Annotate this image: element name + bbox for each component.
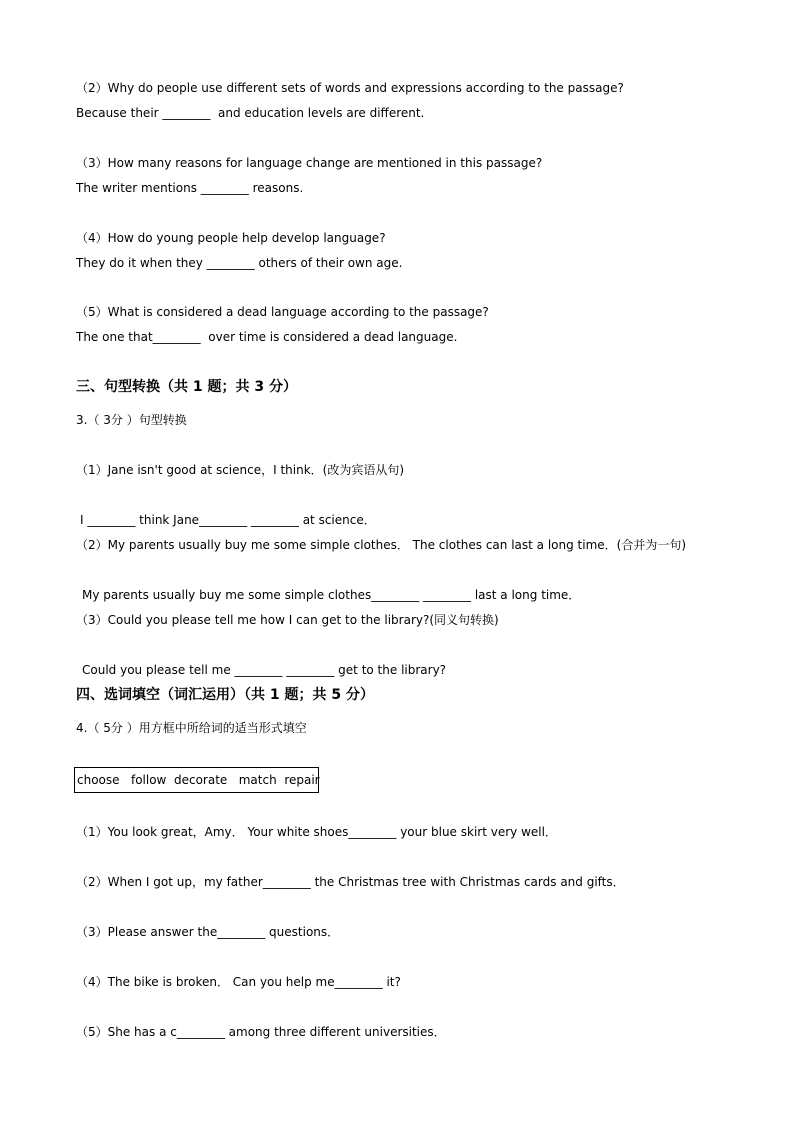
section4-heading: 四、选词填空（词汇运用）（共 1 题；共 5 分） <box>76 687 374 703</box>
s4-item-2: （2）When I got up，my father________ the Christmas tree with Christmas cards and gifts． <box>76 875 625 889</box>
answer-5: The one that________ over time is considered a dead language. <box>76 330 458 344</box>
question-5: （5）What is considered a dead language according to the passage? <box>76 305 489 319</box>
answer-4: They do it when they ________ others of their own age. <box>76 256 403 270</box>
s3-prompt-3: （3）Could you please tell me how I can get to the library?(同义句转换) <box>76 613 499 627</box>
s3-answer-2: My parents usually buy me some simple clothes________ ________ last a long time． <box>82 588 581 602</box>
answer-2: Because their ________ and education levels are different. <box>76 106 425 120</box>
s3-answer-3: Could you please tell me ________ ________ get to the library? <box>82 663 447 677</box>
s4-item-5: （5）She has a c________ among three different universities． <box>76 1025 446 1039</box>
question-3: （3）How many reasons for language change are mentioned in this passage? <box>76 156 543 170</box>
section3-task: 3.（ 3分 ）句型转换 <box>76 413 187 427</box>
question-4: （4）How do young people help develop language? <box>76 231 386 245</box>
s4-item-1: （1）You look great，Amy． Your white shoes________ your blue skirt very well． <box>76 825 557 839</box>
section4-task: 4.（ 5分 ）用方框中所给词的适当形式填空 <box>76 721 307 735</box>
s4-item-4: （4）The bike is broken． Can you help me________ it? <box>76 975 401 989</box>
s3-answer-1: I ________ think Jane________ ________ at science． <box>80 513 376 527</box>
s4-item-3: （3）Please answer the________ questions． <box>76 925 340 939</box>
section3-heading: 三、句型转换（共 1 题；共 3 分） <box>76 379 297 395</box>
s3-prompt-2: （2）My parents usually buy me some simple clothes． The clothes can last a long time．(合并为一句) <box>76 538 687 552</box>
question-2: （2）Why do people use different sets of words and expressions according to the passage? <box>76 81 624 95</box>
s3-prompt-1: （1）Jane isn't good at science，I think．(改为宾语从句) <box>76 463 405 477</box>
answer-3: The writer mentions ________ reasons. <box>76 181 304 195</box>
word-box: choose follow decorate match repair <box>74 767 319 793</box>
